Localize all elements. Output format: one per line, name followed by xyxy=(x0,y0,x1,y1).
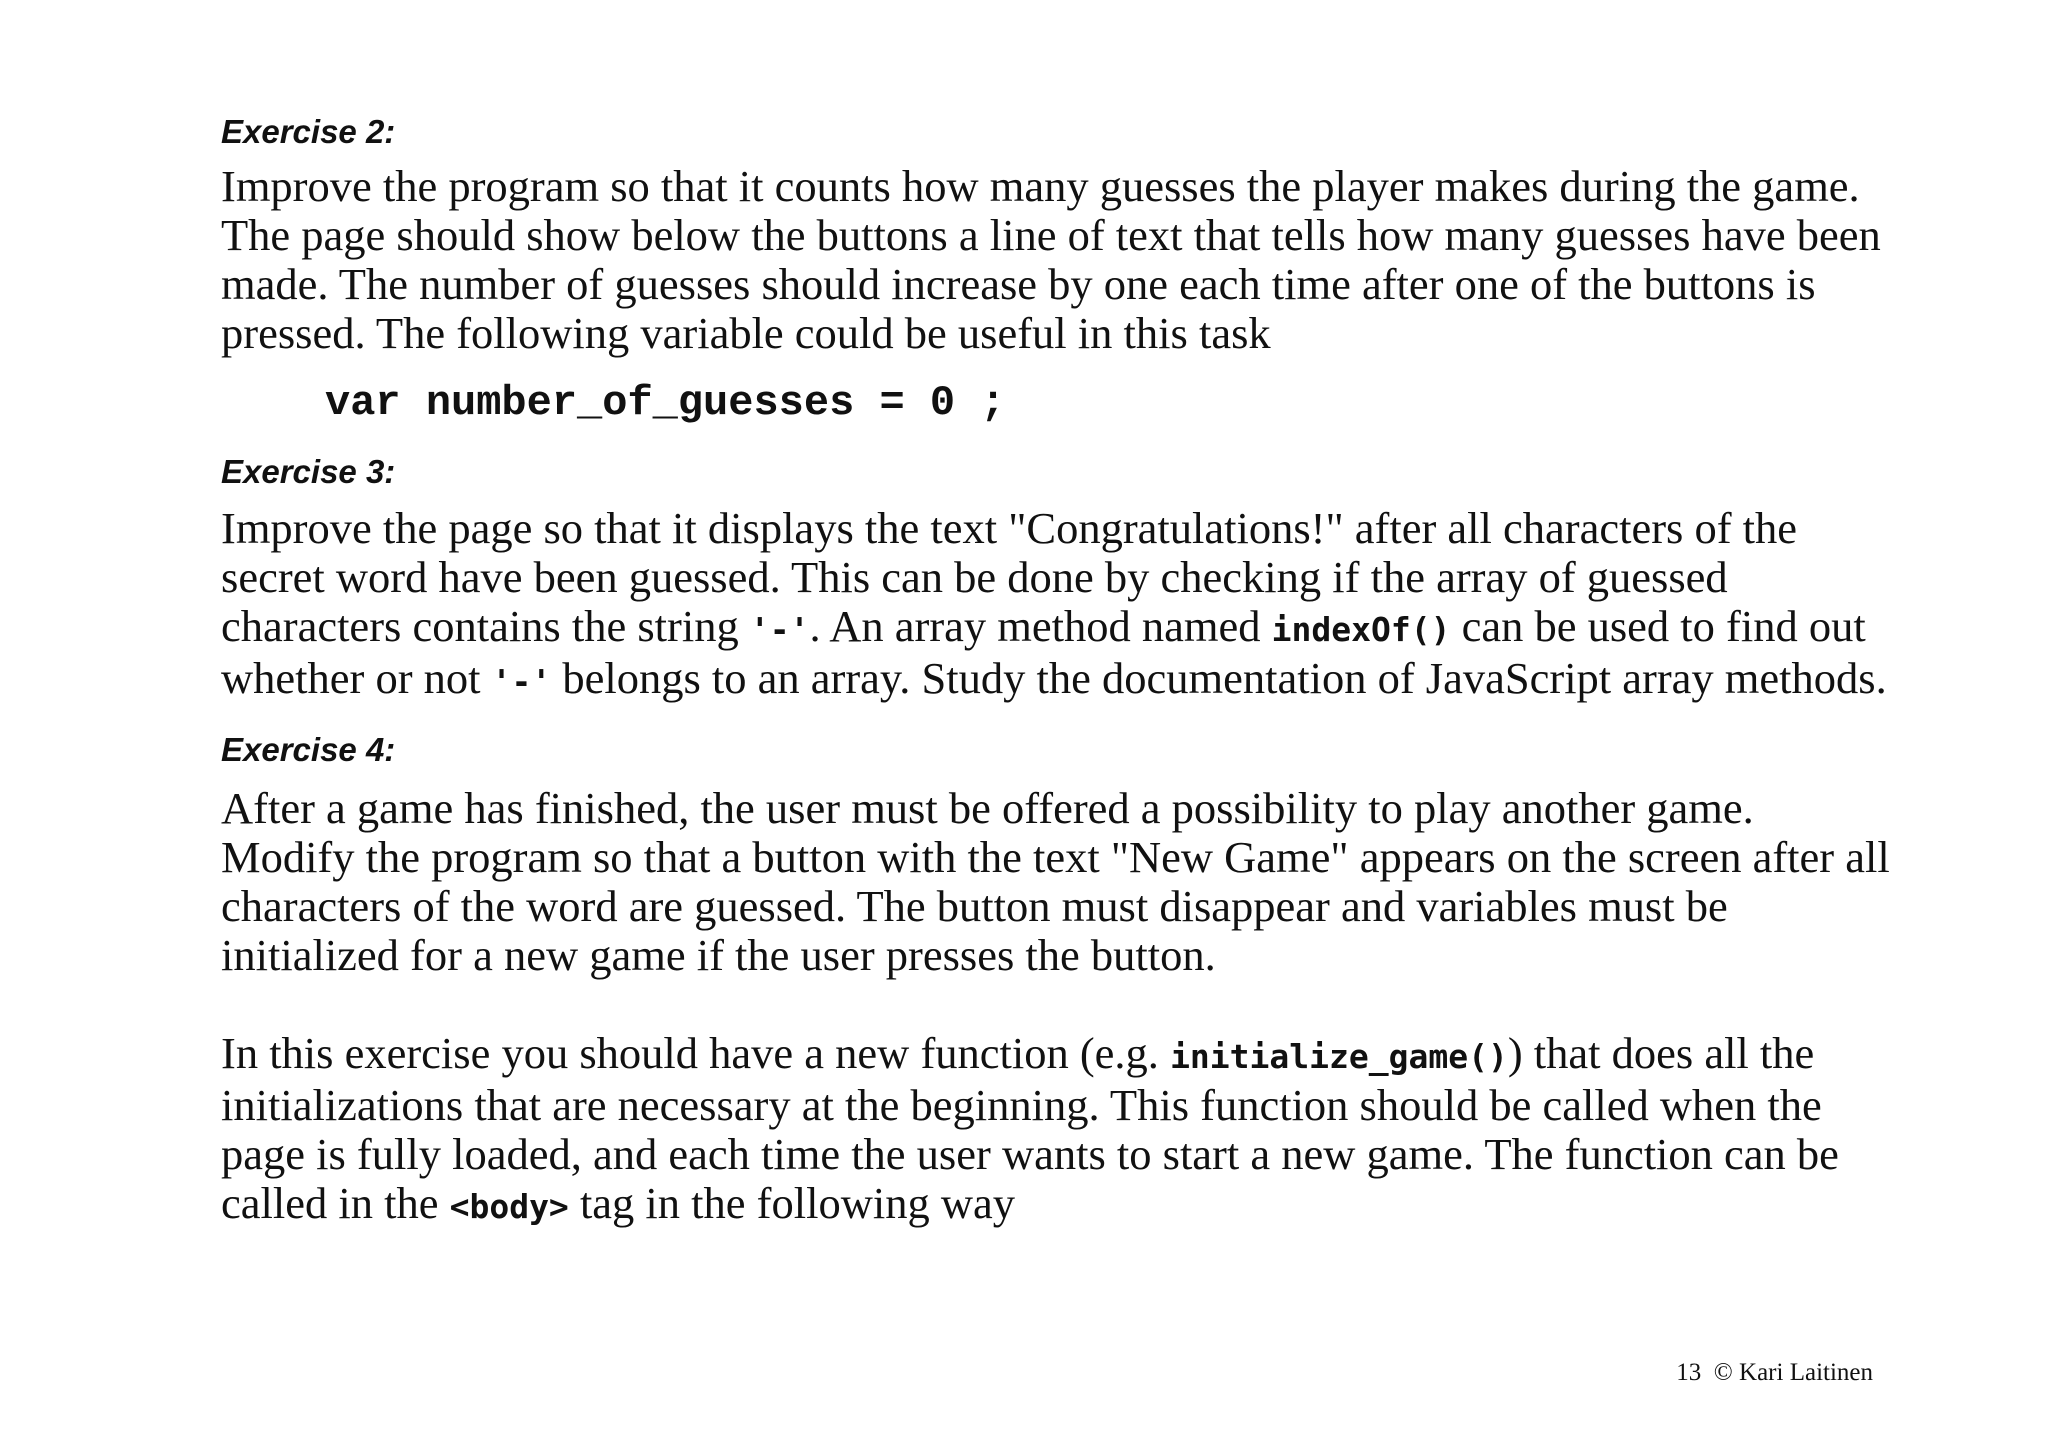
exercise-3-heading: Exercise 3: xyxy=(221,453,396,490)
exercise-2-text xyxy=(221,162,1881,358)
document-page xyxy=(221,112,1890,1231)
text-fragment: can be used to find out xyxy=(1450,601,1866,651)
inline-code: '-' xyxy=(491,662,552,701)
exercise-3-text xyxy=(221,503,1887,706)
text-fragment: ) that does all the xyxy=(1507,1028,1815,1078)
exercise-4-text xyxy=(221,783,1890,980)
text-fragment: In this exercise you should have a new function (e.g. xyxy=(221,1028,1171,1078)
page-footer xyxy=(1676,1358,1873,1388)
text-fragment: called in the xyxy=(221,1178,450,1228)
exercise-4-text-second-paragraph xyxy=(221,1029,1881,1231)
exercise-4-heading: Exercise 4: xyxy=(221,731,396,768)
copyright-notice: © Kari Laitinen xyxy=(1713,1359,1873,1386)
inline-code: indexOf() xyxy=(1271,610,1451,649)
exercise-4-line: Modify the program so that a button with the text "New Game" appears on the screen after all xyxy=(221,832,1890,882)
exercise-4-line xyxy=(221,1179,1881,1231)
inline-code: initialize_game() xyxy=(1170,1037,1508,1076)
exercise-4-line: After a game has finished, the user must be offered a possibility to play another game. xyxy=(221,783,1754,833)
exercise-3-line: secret word have been guessed. This can be done by checking if the array of guessed xyxy=(221,552,1728,602)
exercise-2-code-sample: var number_of_guesses = 0 ; xyxy=(325,379,1006,427)
exercise-4-line xyxy=(221,1029,1881,1081)
exercise-2-heading: Exercise 2: xyxy=(221,113,396,150)
exercise-2-line: pressed. The following variable could be useful in this task xyxy=(221,308,1271,358)
text-fragment: characters contains the string xyxy=(221,601,750,651)
exercise-3-line: Improve the page so that it displays the text "Congratulations!" after all characters of the xyxy=(221,503,1798,553)
exercise-4-line: initializations that are necessary at the beginning. This function should be called when the xyxy=(221,1080,1822,1130)
exercise-2-line: made. The number of guesses should increase by one each time after one of the buttons is xyxy=(221,259,1816,309)
text-fragment: whether or not xyxy=(221,653,492,703)
text-fragment: tag in the following way xyxy=(568,1178,1015,1228)
exercise-4-line: characters of the word are guessed. The button must disappear and variables must be xyxy=(221,881,1728,931)
page-number: 13 xyxy=(1676,1359,1702,1386)
text-fragment: . An array method named xyxy=(809,601,1272,651)
exercise-3-line xyxy=(221,602,1881,654)
exercise-3-line xyxy=(221,653,1887,706)
exercise-4-line: initialized for a new game if the user presses the button. xyxy=(221,930,1216,980)
exercise-2-line: The page should show below the buttons a line of text that tells how many guesses have been xyxy=(221,210,1881,260)
exercise-2-line: Improve the program so that it counts how many guesses the player makes during the game. xyxy=(221,161,1860,211)
inline-code: <body> xyxy=(449,1187,569,1226)
text-fragment: belongs to an array. Study the documentation of JavaScript array methods. xyxy=(551,653,1887,703)
exercise-4-line: page is fully loaded, and each time the user wants to start a new game. The function can be xyxy=(221,1129,1839,1179)
inline-code: '-' xyxy=(749,610,810,649)
